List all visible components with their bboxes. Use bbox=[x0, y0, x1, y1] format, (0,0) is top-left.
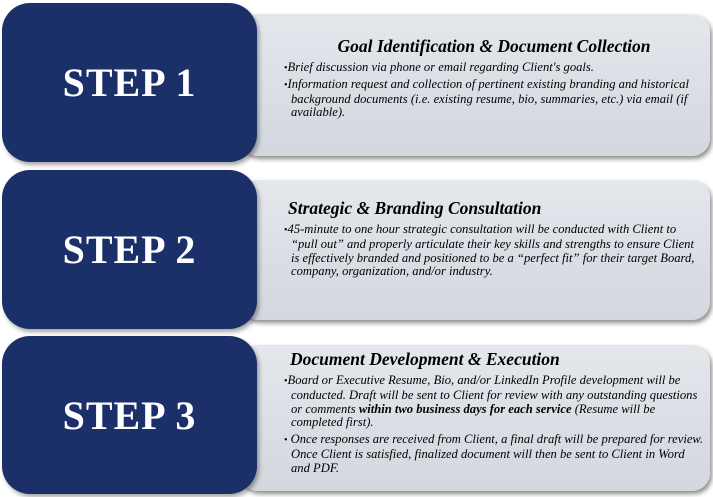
step-1-box bbox=[2, 3, 257, 162]
step-3-bullet-1: •Board or Executive Resume, Bio, and/or LinkedIn Profile development will be conducted. Draft will be sent to Client for review with any outstanding questions or comments within two business days for each service (Resume will be completed first). bbox=[284, 373, 698, 430]
step-3-label: STEP 3 bbox=[62, 392, 197, 438]
step-1-heading: Goal Identification & Document Collection bbox=[337, 36, 651, 56]
step-2-box bbox=[2, 170, 257, 329]
step-3-bold-deadline: within two business days for each service bbox=[358, 401, 572, 416]
step-3-bullet-2: • Once responses are received from Client, a final draft will be prepared for review. Once Client is satisfied, finalized document will then be sent to Client in Word and PDF. bbox=[284, 432, 704, 475]
step-1-content bbox=[284, 36, 704, 122]
step-2-bullet-1: •45-minute to one hour strategic consultation will be conducted with Client to “pull out” and properly articulate their key skills and strengths to ensure Client is effectively branded and positioned to be a “perfect fit” for their target Board, company, organization, and/or industry. bbox=[284, 222, 695, 279]
step-1-bullets bbox=[284, 61, 704, 120]
step-1-label: STEP 1 bbox=[62, 60, 197, 105]
step-3-heading: Document Development & Execution bbox=[290, 349, 560, 369]
step-2-content bbox=[284, 198, 704, 281]
step-2-heading: Strategic & Branding Consultation bbox=[288, 198, 542, 218]
step-3-bullets bbox=[284, 374, 704, 476]
step-1-bullet-1: •Brief discussion via phone or email regarding Client's goals. bbox=[284, 60, 594, 74]
step-2-label: STEP 2 bbox=[62, 227, 197, 272]
step-3-content bbox=[284, 349, 704, 478]
step-1-bullet-2: •Information request and collection of pertinent existing branding and historical background documents (i.e. existing resume, bio, summaries, etc.) via email (if available). bbox=[284, 76, 689, 120]
step-3-box bbox=[2, 336, 257, 494]
step-2-bullets bbox=[284, 223, 704, 279]
